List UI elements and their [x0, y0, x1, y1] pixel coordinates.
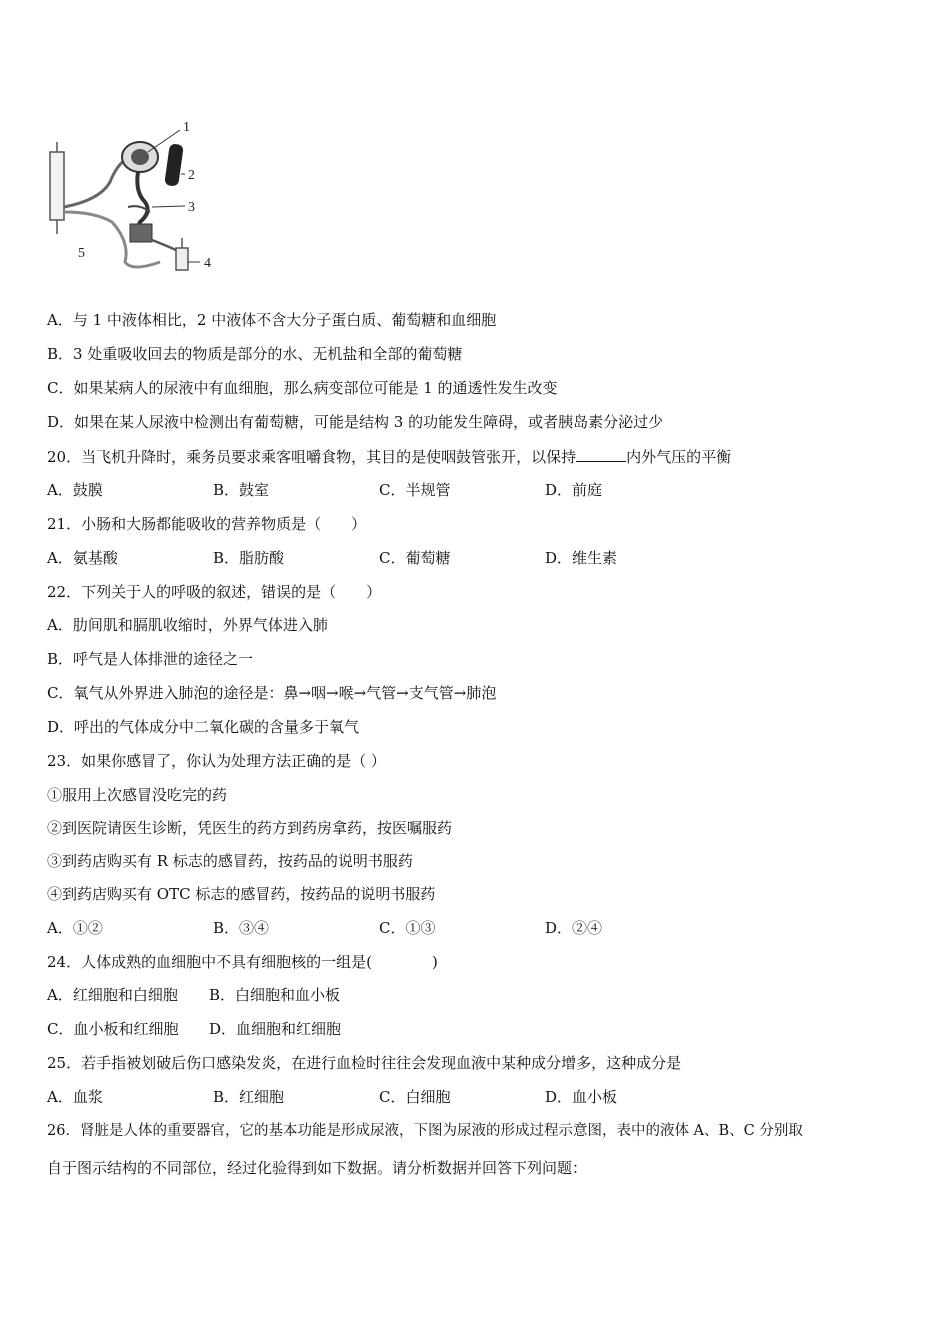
q19-option-a: A．与 1 中液体相比，2 中液体不含大分子蛋白质、葡萄糖和血细胞: [47, 311, 497, 329]
label-2: 2: [188, 168, 195, 183]
q21-stem: 21．小肠和大肠都能吸收的营养物质是（ ）: [47, 515, 367, 533]
q23-option-a: A．①②: [47, 919, 103, 937]
glomerulus-shape: [131, 149, 149, 165]
q23-option-b: B．③④: [213, 919, 270, 937]
q23-option-d: D．②④: [545, 919, 603, 937]
q24-options-row2: [47, 1019, 341, 1039]
q23-options: [47, 918, 602, 938]
q23-item-1: ①服用上次感冒没吃完的药: [47, 786, 228, 804]
q25-option-d: D．血小板: [545, 1088, 618, 1106]
q21-option-d: D．维生素: [545, 549, 618, 567]
q20-blank: [576, 447, 626, 462]
q24-stem: 24．人体成熟的血细胞中不具有细胞核的一组是( ): [47, 953, 438, 971]
q22-option-a: A．肋间肌和膈肌收缩时，外界气体进入肺: [47, 616, 328, 634]
q22-option-d: D．呼出的气体成分中二氧化碳的含量多于氧气: [47, 718, 360, 736]
nephron-svg: [40, 112, 230, 282]
q20-option-d: D．前庭: [545, 481, 603, 499]
q23-item-4: ④到药店购买有 OTC 标志的感冒药，按药品的说明书服药: [47, 885, 436, 903]
q20-options: [47, 480, 602, 500]
q20-option-c: C．半规管: [379, 481, 451, 499]
label-4: 4: [204, 256, 211, 271]
q20-stem: [47, 447, 731, 467]
q22-stem: 22．下列关于人的呼吸的叙述，错误的是（ ）: [47, 583, 382, 601]
q20-option-a: A．鼓膜: [47, 481, 103, 499]
label-5: 5: [78, 246, 85, 261]
collecting-duct-shape: [50, 152, 64, 220]
q25-option-b: B．红细胞: [213, 1088, 285, 1106]
q21-option-b: B．脂肪酸: [213, 549, 285, 567]
q25-option-a: A．血浆: [47, 1088, 103, 1106]
q21-options: [47, 548, 617, 568]
q20-stem-after: 内外气压的平衡: [626, 448, 732, 466]
q19-option-c: C．如果某病人的尿液中有血细胞，那么病变部位可能是 1 的通透性发生改变: [47, 379, 558, 397]
q25-options: [47, 1087, 617, 1107]
q21-option-a: A．氨基酸: [47, 549, 118, 567]
q24-option-c: C．血小板和红细胞: [47, 1020, 179, 1038]
q26-line-2: 自于图示结构的不同部位，经过化验得到如下数据。请分析数据并回答下列问题：: [47, 1159, 588, 1177]
q22-option-b: B．呼气是人体排泄的途径之一: [47, 650, 254, 668]
vessel-shape: [164, 143, 184, 187]
nephron-diagram: [40, 112, 230, 282]
q25-stem: 25．若手指被划破后伤口感染发炎，在进行血检时往往会发现血液中某种成分增多，这种成分是: [47, 1054, 682, 1072]
vessel-4-shape: [176, 248, 188, 270]
q19-option-b: B．3 处重吸收回去的物质是部分的水、无机盐和全部的葡萄糖: [47, 345, 463, 363]
q21-option-c: C．葡萄糖: [379, 549, 451, 567]
q24-option-a: A．红细胞和白细胞: [47, 986, 178, 1004]
q20-stem-before: 20．当飞机升降时，乘务员要求乘客咀嚼食物，其目的是使咽鼓管张开，以保持: [47, 448, 577, 466]
q24-option-d: D．血细胞和红细胞: [209, 1020, 342, 1038]
q23-stem: 23．如果你感冒了，你认为处理方法正确的是（ ）: [47, 752, 386, 770]
label-1: 1: [183, 120, 190, 135]
q23-item-2: ②到医院请医生诊断，凭医生的药方到药房拿药，按医嘱服药: [47, 819, 453, 837]
q24-options-row1: [47, 985, 340, 1005]
q24-option-b: B．白细胞和血小板: [209, 986, 341, 1004]
q26-line-1: 26．肾脏是人体的重要器官，它的基本功能是形成尿液，下图为尿液的形成过程示意图，表中的液体 A、B、C 分别取: [47, 1123, 803, 1139]
q23-item-3: ③到药店购买有 R 标志的感冒药，按药品的说明书服药: [47, 852, 413, 870]
loop-shape: [130, 224, 152, 242]
label-3: 3: [188, 200, 195, 215]
q25-option-c: C．白细胞: [379, 1088, 451, 1106]
q20-option-b: B．鼓室: [213, 481, 270, 499]
q22-option-c: C．氧气从外界进入肺泡的途径是：鼻→咽→喉→气管→支气管→肺泡: [47, 684, 497, 702]
q23-option-c: C．①③: [379, 919, 436, 937]
q19-option-d: D．如果在某人尿液中检测出有葡萄糖，可能是结构 3 的功能发生障碍，或者胰岛素分泌过少: [47, 413, 664, 431]
